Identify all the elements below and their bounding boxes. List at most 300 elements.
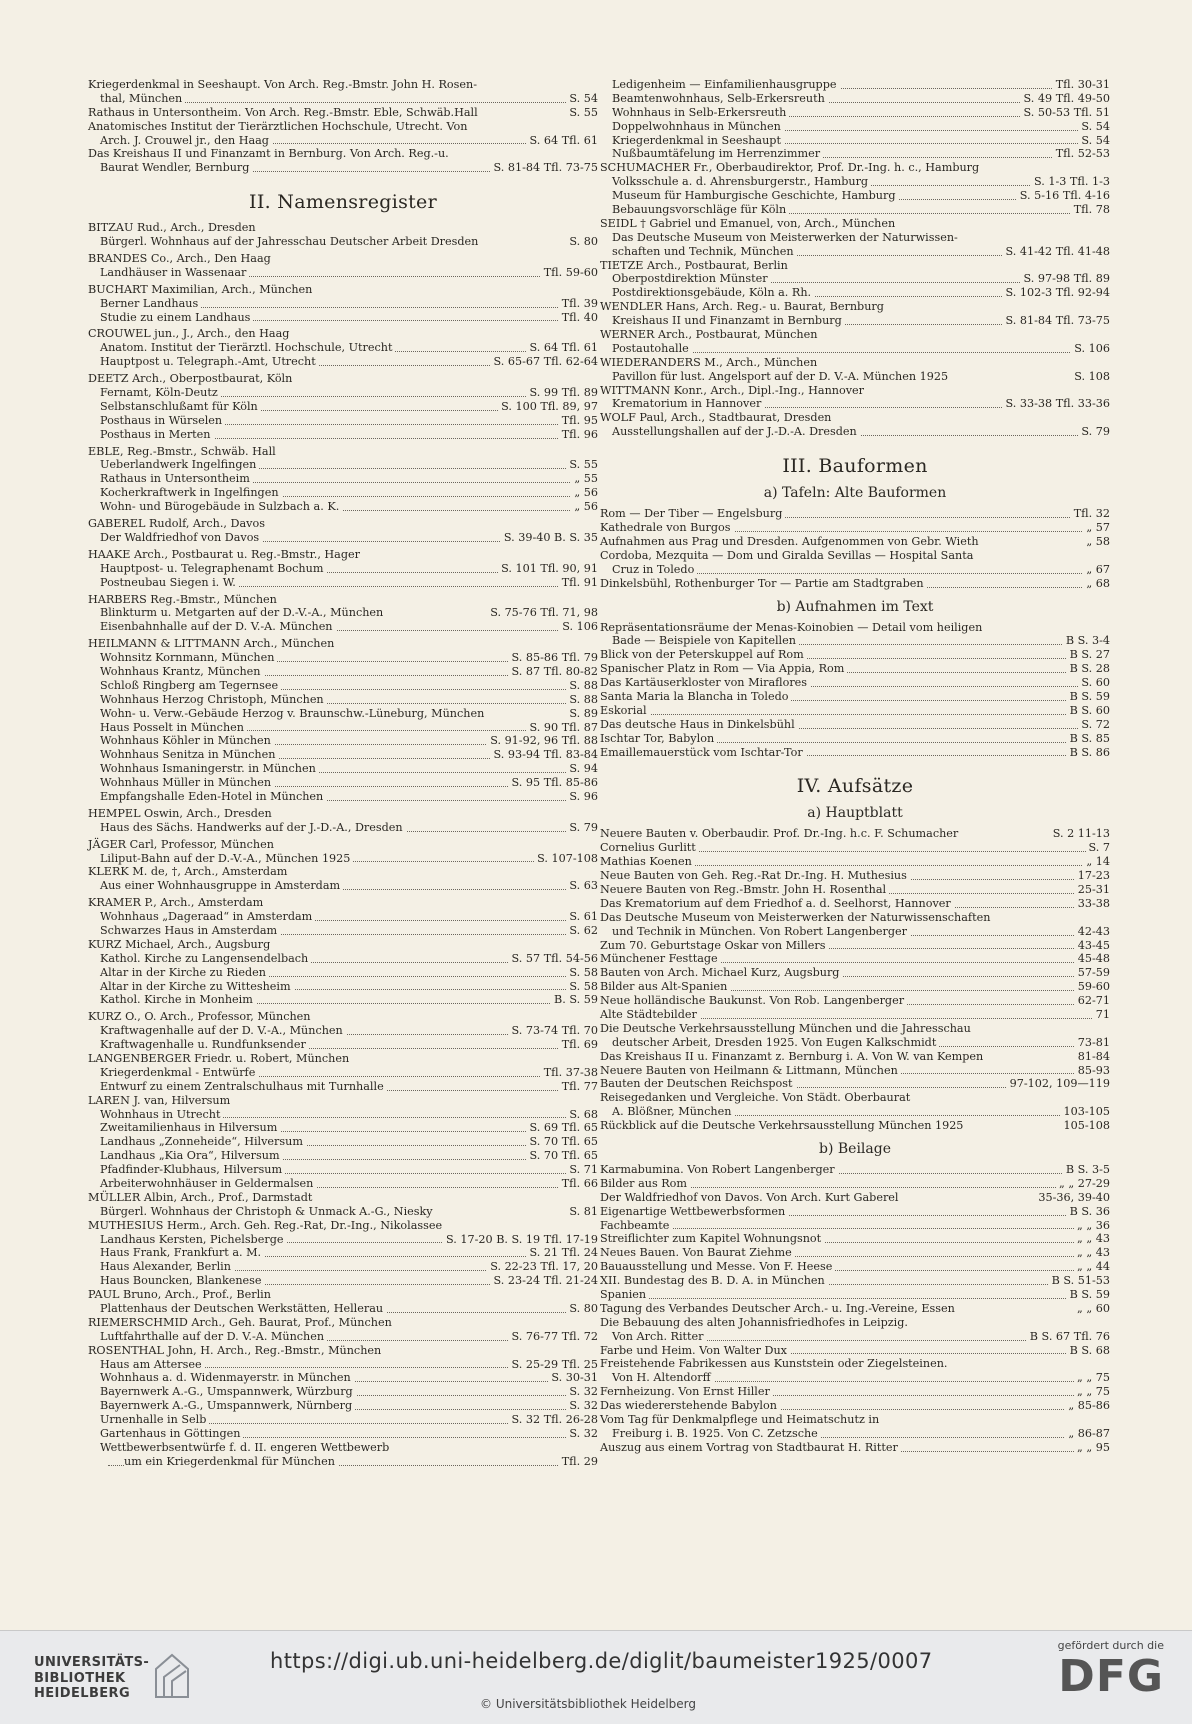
entry-text: KLERK M. de, †, Arch., Amsterdam bbox=[88, 865, 290, 878]
entry-page-ref: 103-105 bbox=[1061, 1105, 1111, 1119]
index-entry bbox=[600, 577, 1110, 591]
index-entry bbox=[600, 549, 1110, 563]
entry-text: Wohnhaus in Selb-Erkersreuth bbox=[612, 106, 789, 119]
entry-page-ref: S. 106 bbox=[1071, 342, 1110, 356]
entry-page-ref: S. 88 bbox=[566, 693, 598, 707]
entry-text: Fernamt, Köln-Deutz bbox=[100, 386, 221, 399]
entry-text: Eigenartige Wettbewerbsformen bbox=[600, 1205, 788, 1218]
entry-text: Ausstellungshallen auf der J.-D.-A. Dresden bbox=[612, 425, 860, 438]
index-entry bbox=[88, 327, 598, 341]
index-entry bbox=[600, 245, 1110, 259]
entry-text: Das Deutsche Museum von Meisterwerken der Naturwissenschaften bbox=[600, 911, 993, 924]
entry-text: Das deutsche Haus in Dinkelsbühl bbox=[600, 718, 798, 731]
entry-text: Ueberlandwerk Ingelfingen bbox=[100, 458, 259, 471]
entry-page-ref: Tfl. 39 bbox=[559, 297, 598, 311]
entry-page-ref: „ 55 bbox=[571, 472, 598, 486]
entry-page-ref: 42-43 bbox=[1075, 925, 1110, 939]
index-entry bbox=[600, 328, 1110, 342]
index-entry bbox=[88, 500, 598, 514]
entry-text: Wohnhaus Köhler in München bbox=[100, 734, 274, 747]
entry-text: Bayernwerk A.-G., Umspannwerk, Würzburg bbox=[100, 1385, 356, 1398]
entry-text: Liliput-Bahn auf der D.-V.-A., München 1925 bbox=[100, 852, 353, 865]
entry-text: Zweitamilienhaus in Hilversum bbox=[100, 1121, 280, 1134]
index-entry bbox=[88, 1135, 598, 1149]
index-entry bbox=[88, 1413, 598, 1427]
index-entry bbox=[600, 120, 1110, 134]
entry-text: Die Deutsche Verkehrsausstellung München und die Jahresschau bbox=[600, 1022, 974, 1035]
index-entry bbox=[88, 1121, 598, 1135]
index-entry bbox=[88, 1399, 598, 1413]
entry-page-ref: S. 94 bbox=[566, 762, 598, 776]
index-entry bbox=[600, 161, 1110, 175]
index-entry bbox=[600, 1077, 1110, 1091]
index-entry bbox=[600, 855, 1110, 869]
index-entry bbox=[600, 1371, 1110, 1385]
index-entry bbox=[600, 1177, 1110, 1191]
index-entry bbox=[88, 414, 598, 428]
entry-text: Selbstanschlußamt für Köln bbox=[100, 400, 261, 413]
index-entry bbox=[88, 1038, 598, 1052]
index-entry bbox=[88, 938, 598, 952]
index-entry bbox=[600, 939, 1110, 953]
index-entry bbox=[88, 734, 598, 748]
entry-text: Kraftwagenhalle u. Rundfunksender bbox=[100, 1038, 309, 1051]
index-entry bbox=[88, 693, 598, 707]
entry-page-ref: S. 1-3 Tfl. 1-3 bbox=[1031, 175, 1110, 189]
index-entry bbox=[600, 1036, 1110, 1050]
entry-page-ref: S. 21 Tfl. 24 bbox=[527, 1246, 598, 1260]
index-entry bbox=[88, 679, 598, 693]
entry-text: KRAMER P., Arch., Amsterdam bbox=[88, 896, 266, 909]
entry-text: Landhaus „Kia Ora“, Hilversum bbox=[100, 1149, 283, 1162]
entry-page-ref: Tfl. 91 bbox=[559, 576, 598, 590]
entry-text: Nußbaumtäfelung im Herrenzimmer bbox=[612, 147, 823, 160]
index-entry bbox=[88, 593, 598, 607]
index-entry bbox=[88, 428, 598, 442]
entry-text: Haus Bouncken, Blankenese bbox=[100, 1274, 265, 1287]
entry-page-ref: S. 5-16 Tfl. 4-16 bbox=[1017, 189, 1110, 203]
entry-page-ref: „ 68 bbox=[1083, 577, 1110, 591]
entry-text: CROUWEL jun., J., Arch., den Haag bbox=[88, 327, 292, 340]
index-entry bbox=[600, 1344, 1110, 1358]
entry-page-ref: S. 30-31 bbox=[548, 1371, 598, 1385]
index-entry bbox=[88, 92, 598, 106]
entry-text: Das Kartäuserkloster von Miraflores bbox=[600, 676, 810, 689]
entry-text: Wohnhaus „Dageraad“ in Amsterdam bbox=[100, 910, 315, 923]
entry-text: Berner Landhaus bbox=[100, 297, 201, 310]
index-entry bbox=[600, 676, 1110, 690]
index-entry bbox=[88, 1024, 598, 1038]
index-entry bbox=[600, 980, 1110, 994]
index-entry bbox=[600, 259, 1110, 273]
entry-page-ref: S. 81-84 Tfl. 73-75 bbox=[1003, 314, 1110, 328]
index-entry bbox=[600, 521, 1110, 535]
index-entry bbox=[600, 425, 1110, 439]
entry-text: WIEDERANDERS M., Arch., München bbox=[600, 356, 820, 369]
entry-page-ref: Tfl. 37-38 bbox=[541, 1066, 598, 1080]
entry-text: LANGENBERGER Friedr. u. Robert, München bbox=[88, 1052, 352, 1065]
entry-page-ref: S. 87 Tfl. 80-82 bbox=[509, 665, 598, 679]
index-entry bbox=[88, 78, 598, 92]
index-entry bbox=[600, 563, 1110, 577]
entry-page-ref: 59-60 bbox=[1075, 980, 1110, 994]
index-entry bbox=[600, 704, 1110, 718]
entry-page-ref: S. 25-29 Tfl. 25 bbox=[509, 1358, 598, 1372]
entry-text: Arch. J. Crouwel jr., den Haag bbox=[100, 134, 272, 147]
index-entry bbox=[600, 1232, 1110, 1246]
entry-page-ref: S. 58 bbox=[566, 980, 598, 994]
entry-page-ref: S. 81 bbox=[566, 1205, 598, 1219]
index-entry bbox=[88, 1010, 598, 1024]
entry-text: Rathaus in Untersontheim bbox=[100, 472, 253, 485]
entry-page-ref: B S. 28 bbox=[1067, 662, 1110, 676]
entry-page-ref: S. 101 Tfl. 90, 91 bbox=[498, 562, 598, 576]
entry-page-ref: S. 61 bbox=[566, 910, 598, 924]
index-entry bbox=[88, 1149, 598, 1163]
entry-text: Das Kreishaus II u. Finanzamt z. Bernburg i. A. Von W. van Kempen bbox=[600, 1050, 986, 1063]
entry-page-ref: S. 39-40 B. S. 35 bbox=[501, 531, 598, 545]
entry-page-ref: „ „ 36 bbox=[1074, 1219, 1110, 1233]
entry-text: Spanien bbox=[600, 1288, 649, 1301]
entry-text: Repräsentationsräume der Menas-Koinobien — Detail vom heiligen bbox=[600, 621, 985, 634]
index-entry bbox=[88, 1246, 598, 1260]
entry-text: Bauausstellung und Messe. Von F. Heese bbox=[600, 1260, 835, 1273]
subsection-heading: b) Aufnahmen im Text bbox=[776, 598, 934, 615]
entry-text: Wohn- und Bürogebäude in Sulzbach a. K. bbox=[100, 500, 342, 513]
index-entry bbox=[88, 235, 598, 249]
entry-text: Neue holländische Baukunst. Von Rob. Langenberger bbox=[600, 994, 907, 1007]
entry-text: BUCHART Maximilian, Arch., München bbox=[88, 283, 315, 296]
entry-text: RIEMERSCHMID Arch., Geh. Baurat, Prof., München bbox=[88, 1316, 395, 1329]
index-entry bbox=[600, 1119, 1110, 1133]
entry-page-ref: B S. 86 bbox=[1067, 746, 1110, 760]
entry-page-ref: S. 54 bbox=[1078, 120, 1110, 134]
index-entry bbox=[600, 397, 1110, 411]
index-entry bbox=[88, 1191, 598, 1205]
entry-text: Altar in der Kirche zu Rieden bbox=[100, 966, 269, 979]
entry-page-ref: S. 73-74 Tfl. 70 bbox=[509, 1024, 598, 1038]
index-entry bbox=[88, 1080, 598, 1094]
entry-page-ref: S. 72 bbox=[1078, 718, 1110, 732]
index-entry bbox=[600, 1022, 1110, 1036]
index-entry bbox=[600, 272, 1110, 286]
index-entry bbox=[88, 1219, 598, 1233]
index-entry bbox=[600, 1064, 1110, 1078]
entry-text: Bürgerl. Wohnhaus der Christoph & Unmack A.-G., Niesky bbox=[100, 1205, 436, 1218]
index-entry bbox=[600, 662, 1110, 676]
entry-text: Landhaus „Zonneheide“, Hilversum bbox=[100, 1135, 306, 1148]
index-entry bbox=[600, 1399, 1110, 1413]
entry-text: Blinkturm u. Metgarten auf der D.-V.-A., München bbox=[100, 606, 386, 619]
entry-page-ref: S. 79 bbox=[1078, 425, 1110, 439]
entry-page-ref: S. 7 bbox=[1086, 841, 1111, 855]
index-entry bbox=[88, 620, 598, 634]
index-entry bbox=[88, 993, 598, 1007]
index-entry bbox=[88, 1358, 598, 1372]
entry-page-ref: 25-31 bbox=[1075, 883, 1110, 897]
entry-page-ref: S. 54 bbox=[566, 92, 598, 106]
entry-page-ref: B S. 36 bbox=[1067, 1205, 1110, 1219]
index-entry bbox=[600, 1191, 1110, 1205]
entry-page-ref: „ „ 27-29 bbox=[1056, 1177, 1110, 1191]
entry-page-ref: S. 93-94 Tfl. 83-84 bbox=[491, 748, 598, 762]
entry-text: Haus am Attersee bbox=[100, 1358, 205, 1371]
entry-text: Wohnhaus Krantz, München bbox=[100, 665, 264, 678]
entry-text: Haus Posselt in München bbox=[100, 721, 247, 734]
index-entry bbox=[88, 821, 598, 835]
index-entry bbox=[600, 1413, 1110, 1427]
index-entry bbox=[88, 283, 598, 297]
entry-page-ref: Tfl. 59-60 bbox=[541, 266, 598, 280]
entry-page-ref: B S. 67 Tfl. 76 bbox=[1027, 1330, 1110, 1344]
entry-text: Kreishaus II und Finanzamt in Bernburg bbox=[612, 314, 845, 327]
entry-text: Neuere Bauten von Reg.-Bmstr. John H. Rosenthal bbox=[600, 883, 889, 896]
entry-page-ref: Tfl. 77 bbox=[559, 1080, 598, 1094]
entry-text: Cornelius Gurlitt bbox=[600, 841, 699, 854]
entry-text: und Technik in München. Von Robert Langenberger bbox=[612, 925, 910, 938]
index-entry bbox=[600, 1288, 1110, 1302]
entry-text: Museum für Hamburgische Geschichte, Hamburg bbox=[612, 189, 898, 202]
index-entry bbox=[88, 790, 598, 804]
index-entry bbox=[88, 445, 598, 459]
entry-text: Neuere Bauten v. Oberbaudir. Prof. Dr.-Ing. h.c. F. Schumacher bbox=[600, 827, 961, 840]
entry-text: Cruz in Toledo bbox=[612, 563, 697, 576]
index-entry bbox=[88, 665, 598, 679]
entry-text: Anatom. Institut der Tierärztl. Hochschule, Utrecht bbox=[100, 341, 395, 354]
entry-text: WERNER Arch., Postbaurat, München bbox=[600, 328, 820, 341]
entry-text: Bauten der Deutschen Reichspost bbox=[600, 1077, 796, 1090]
subsection-heading: a) Tafeln: Alte Bauformen bbox=[763, 485, 947, 502]
entry-page-ref: S. 107-108 bbox=[534, 852, 598, 866]
entry-text: Zum 70. Geburtstage Oskar von Millers bbox=[600, 939, 829, 952]
entry-page-ref: B S. 3-4 bbox=[1063, 634, 1110, 648]
entry-page-ref: 43-45 bbox=[1075, 939, 1110, 953]
entry-text: ROSENTHAL John, H. Arch., Reg.-Bmstr., München bbox=[88, 1344, 384, 1357]
viewer-footer bbox=[0, 1630, 1192, 1724]
entry-page-ref: S. 96 bbox=[566, 790, 598, 804]
entry-text: Das Krematorium auf dem Friedhof a. d. Seelhorst, Hannover bbox=[600, 897, 954, 910]
entry-text: BITZAU Rud., Arch., Dresden bbox=[88, 221, 259, 234]
entry-page-ref: S. 64 Tfl. 61 bbox=[527, 341, 598, 355]
index-entry bbox=[88, 807, 598, 821]
permalink-url[interactable]: https://digi.ub.uni-heidelberg.de/diglit/baumeister1925/0007 bbox=[270, 1649, 933, 1673]
entry-page-ref: „ 14 bbox=[1083, 855, 1110, 869]
entry-text: WENDLER Hans, Arch. Reg.- u. Baurat, Bernburg bbox=[600, 300, 887, 313]
index-entry bbox=[88, 637, 598, 651]
index-entry bbox=[600, 911, 1110, 925]
entry-text: Wohnhaus Müller in München bbox=[100, 776, 274, 789]
entry-text: Rathaus in Untersontheim. Von Arch. Reg.-Bmstr. Eble, Schwäb.Hall bbox=[88, 106, 481, 119]
entry-text: BRANDES Co., Arch., Den Haag bbox=[88, 252, 274, 265]
entry-text: Arbeiterwohnhäuser in Geldermalsen bbox=[100, 1177, 316, 1190]
index-entry bbox=[600, 356, 1110, 370]
entry-text: Emaillemauerstück vom Ischtar-Tor bbox=[600, 746, 806, 759]
index-entry bbox=[88, 776, 598, 790]
entry-text: Wohnhaus Herzog Christoph, München bbox=[100, 693, 327, 706]
entry-page-ref: S. 54 bbox=[1078, 134, 1110, 148]
index-entry bbox=[600, 147, 1110, 161]
index-entry bbox=[88, 1288, 598, 1302]
index-entry bbox=[88, 517, 598, 531]
entry-page-ref: „ 86-87 bbox=[1065, 1427, 1110, 1441]
index-entry bbox=[88, 548, 598, 562]
index-entry bbox=[88, 134, 598, 148]
entry-page-ref: S. 79 bbox=[566, 821, 598, 835]
entry-page-ref: S. 50-53 Tfl. 51 bbox=[1021, 106, 1110, 120]
entry-text: Wohnhaus a. d. Widenmayerstr. in München bbox=[100, 1371, 354, 1384]
entry-page-ref: S. 33-38 Tfl. 33-36 bbox=[1003, 397, 1110, 411]
index-entry bbox=[600, 1246, 1110, 1260]
entry-page-ref: S. 68 bbox=[566, 1108, 598, 1122]
index-entry bbox=[600, 634, 1110, 648]
entry-page-ref: S. 71 bbox=[566, 1163, 598, 1177]
index-entry bbox=[600, 370, 1110, 384]
entry-text: Luftfahrthalle auf der D. V.-A. München bbox=[100, 1330, 327, 1343]
entry-text: Wohnhaus Senitza in München bbox=[100, 748, 278, 761]
entry-text: Auszug aus einem Vortrag von Stadtbaurat H. Ritter bbox=[600, 1441, 901, 1454]
dfg-logo[interactable] bbox=[1014, 1639, 1164, 1702]
index-entry bbox=[88, 1427, 598, 1441]
funded-by-label: gefördert durch die bbox=[1057, 1639, 1164, 1652]
index-entry bbox=[88, 910, 598, 924]
index-entry bbox=[600, 827, 1110, 841]
entry-page-ref: S. 55 bbox=[566, 106, 598, 120]
index-entry bbox=[88, 651, 598, 665]
entry-text: Anatomisches Institut der Tierärztlichen Hochschule, Utrecht. Von bbox=[88, 120, 470, 133]
index-entry bbox=[88, 980, 598, 994]
entry-page-ref: S. 80 bbox=[566, 235, 598, 249]
entry-text: Gartenhaus in Göttingen bbox=[100, 1427, 243, 1440]
entry-text: schaften und Technik, München bbox=[612, 245, 797, 258]
entry-text: Kriegerdenkmal - Entwürfe bbox=[100, 1066, 258, 1079]
section-heading: IV. Aufsätze bbox=[796, 775, 914, 798]
entry-text: Blick von der Peterskuppel auf Rom bbox=[600, 648, 807, 661]
entry-text: HEILMANN & LITTMANN Arch., München bbox=[88, 637, 337, 650]
entry-page-ref: S. 106 bbox=[559, 620, 598, 634]
entry-text: Mathias Koenen bbox=[600, 855, 695, 868]
entry-text: Von Arch. Ritter bbox=[612, 1330, 707, 1343]
entry-text: Kriegerdenkmal in Seeshaupt bbox=[612, 134, 784, 147]
entry-text: WITTMANN Konr., Arch., Dipl.-Ing., Hannover bbox=[600, 384, 867, 397]
entry-text: Doppelwohnhaus in München bbox=[612, 120, 784, 133]
entry-text: Hauptpost u. Telegraph.-Amt, Utrecht bbox=[100, 355, 319, 368]
entry-text: Oberpostdirektion Münster bbox=[612, 272, 771, 285]
university-logo[interactable] bbox=[34, 1651, 284, 1711]
entry-text: Posthaus in Würselen bbox=[100, 414, 225, 427]
entry-page-ref: B S. 59 bbox=[1067, 690, 1110, 704]
entry-page-ref: S. 76-77 Tfl. 72 bbox=[509, 1330, 598, 1344]
entry-text: Fachbeamte bbox=[600, 1219, 672, 1232]
entry-text: Wettbewerbsentwürfe f. d. II. engeren Wettbewerb bbox=[100, 1441, 392, 1454]
entry-page-ref: S. 91-92, 96 Tfl. 88 bbox=[487, 734, 598, 748]
entry-page-ref: S. 75-76 Tfl. 71, 98 bbox=[487, 606, 598, 620]
entry-page-ref: S. 100 Tfl. 89, 97 bbox=[498, 400, 598, 414]
entry-text: TIETZE Arch., Postbaurat, Berlin bbox=[600, 259, 791, 272]
copyright-notice: © Universitätsbibliothek Heidelberg bbox=[480, 1697, 697, 1711]
entry-text: HEMPEL Oswin, Arch., Dresden bbox=[88, 807, 275, 820]
entry-text: PAUL Bruno, Arch., Prof., Berlin bbox=[88, 1288, 274, 1301]
entry-text: Wohnhaus Ismaningerstr. in München bbox=[100, 762, 319, 775]
entry-page-ref: 73-81 bbox=[1075, 1036, 1110, 1050]
entry-page-ref: S. 80 bbox=[566, 1302, 598, 1316]
index-entry bbox=[88, 531, 598, 545]
entry-page-ref: S. 2 11-13 bbox=[1050, 827, 1110, 841]
index-entry bbox=[600, 1008, 1110, 1022]
entry-page-ref: S. 65-67 Tfl. 62-64 bbox=[491, 355, 598, 369]
entry-text: Neuere Bauten von Heilmann & Littmann, München bbox=[600, 1064, 901, 1077]
index-entry bbox=[600, 883, 1110, 897]
entry-page-ref: Tfl. 78 bbox=[1071, 203, 1110, 217]
left-column bbox=[88, 78, 598, 1469]
entry-page-ref: S. 63 bbox=[566, 879, 598, 893]
entry-text: Neue Bauten von Geh. Reg.-Rat Dr.-Ing. H. Muthesius bbox=[600, 869, 910, 882]
entry-page-ref: S. 85-86 Tfl. 79 bbox=[509, 651, 598, 665]
index-entry bbox=[600, 189, 1110, 203]
index-entry bbox=[600, 203, 1110, 217]
index-entry bbox=[88, 721, 598, 735]
entry-page-ref: S. 58 bbox=[566, 966, 598, 980]
index-entry bbox=[600, 952, 1110, 966]
entry-page-ref: „ „ 44 bbox=[1074, 1260, 1110, 1274]
index-entry bbox=[88, 966, 598, 980]
index-entry bbox=[88, 1385, 598, 1399]
entry-page-ref: S. 70 Tfl. 65 bbox=[527, 1149, 598, 1163]
entry-text: Ledigenheim — Einfamilienhausgruppe bbox=[612, 78, 840, 91]
index-entry bbox=[88, 1316, 598, 1330]
index-entry bbox=[600, 300, 1110, 314]
entry-page-ref: B S. 68 bbox=[1067, 1344, 1110, 1358]
entry-page-ref: S. 60 bbox=[1078, 676, 1110, 690]
index-entry bbox=[88, 1344, 598, 1358]
entry-page-ref: „ „ 95 bbox=[1074, 1441, 1110, 1455]
index-entry bbox=[600, 217, 1110, 231]
index-entry bbox=[600, 621, 1110, 635]
entry-text: Pfadfinder-Klubhaus, Hilversum bbox=[100, 1163, 285, 1176]
entry-page-ref: Tfl. 30-31 bbox=[1053, 78, 1110, 92]
entry-page-ref: 85-93 bbox=[1075, 1064, 1110, 1078]
entry-page-ref: 57-59 bbox=[1075, 966, 1110, 980]
entry-text: Rückblick auf die Deutsche Verkehrsausstellung München 1925 bbox=[600, 1119, 966, 1132]
entry-text: Karmabumina. Von Robert Langenberger bbox=[600, 1163, 838, 1176]
entry-text: Dinkelsbühl, Rothenburger Tor — Partie am Stadtgraben bbox=[600, 577, 927, 590]
entry-text: Münchener Festtage bbox=[600, 952, 721, 965]
entry-text: Wohn- u. Verw.-Gebäude Herzog v. Braunschw.-Lüneburg, München bbox=[100, 707, 487, 720]
entry-page-ref: S. 89 bbox=[566, 707, 598, 721]
entry-text: Altar in der Kirche zu Wittesheim bbox=[100, 980, 294, 993]
entry-text: EBLE, Reg.-Bmstr., Schwäb. Hall bbox=[88, 445, 279, 458]
index-entry bbox=[600, 1357, 1110, 1371]
index-entry bbox=[600, 1274, 1110, 1288]
entry-text: HAAKE Arch., Postbaurat u. Reg.-Bmstr., Hager bbox=[88, 548, 363, 561]
entry-text: Empfangshalle Eden-Hotel in München bbox=[100, 790, 326, 803]
index-entry bbox=[88, 355, 598, 369]
entry-page-ref: Tfl. 95 bbox=[559, 414, 598, 428]
entry-page-ref: S. 23-24 Tfl. 21-24 bbox=[491, 1274, 598, 1288]
index-entry bbox=[88, 879, 598, 893]
entry-text: Wohnhaus in Utrecht bbox=[100, 1108, 223, 1121]
entry-text: Von H. Altendorff bbox=[612, 1371, 714, 1384]
entry-text: Neues Bauen. Von Baurat Ziehme bbox=[600, 1246, 795, 1259]
index-entry bbox=[88, 161, 598, 175]
index-entry bbox=[88, 297, 598, 311]
entry-text: Vom Tag für Denkmalpflege und Heimatschutz in bbox=[600, 1413, 882, 1426]
entry-text: Haus des Sächs. Handwerks auf der J.-D.-A., Dresden bbox=[100, 821, 406, 834]
entry-page-ref: S. 17-20 B. S. 19 Tfl. 17-19 bbox=[443, 1233, 598, 1247]
entry-text: GABEREL Rudolf, Arch., Davos bbox=[88, 517, 268, 530]
index-entry bbox=[600, 994, 1110, 1008]
entry-text: Cordoba, Mezquita — Dom und Giralda Sevillas — Hospital Santa bbox=[600, 549, 976, 562]
index-entry bbox=[600, 411, 1110, 425]
